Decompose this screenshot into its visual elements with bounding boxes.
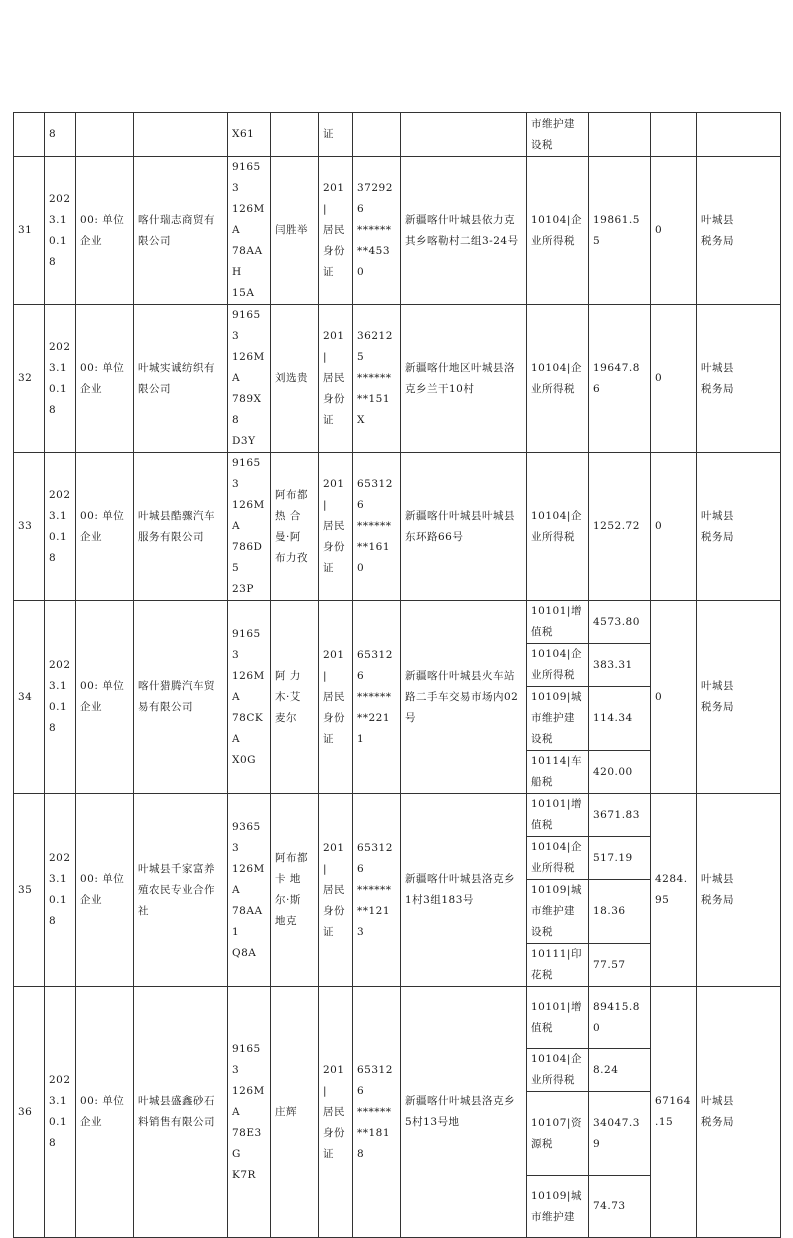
legal-person-cell-text: 刘选贵 bbox=[275, 372, 308, 384]
tax-amount-cell-text: 74.73 bbox=[593, 1200, 626, 1212]
taxpayer-type-cell-text: 00: 单位 企业 bbox=[80, 509, 125, 543]
date-cell: 8 bbox=[45, 113, 76, 157]
legal-person-cell-text: 阿布都 热 合 曼·阿 布力孜 bbox=[275, 488, 308, 564]
taxpayer-type-cell bbox=[76, 794, 134, 987]
taxpayer-name-cell-text: 叶城县酷骤汽车 服务有限公司 bbox=[138, 509, 215, 543]
tax-office-cell bbox=[697, 305, 781, 453]
table-row bbox=[14, 987, 781, 1049]
tax-amount-cell bbox=[589, 1049, 651, 1092]
legal-person-cell bbox=[271, 157, 319, 305]
taxpayer-name-cell-text: 叶城实诚纺织有 限公司 bbox=[138, 361, 215, 395]
tax-amount-cell bbox=[589, 157, 651, 305]
index-cell bbox=[14, 113, 45, 157]
tax-office-cell-text: 叶城县 税务局 bbox=[701, 509, 734, 543]
new-arrears-cell bbox=[651, 987, 697, 1238]
tax-office-cell-text: 叶城县 税务局 bbox=[701, 680, 734, 713]
id-number-cell bbox=[353, 113, 401, 157]
date-cell-text: 202 3.1 0.1 8 bbox=[49, 488, 71, 564]
credit-code-cell bbox=[228, 305, 271, 453]
tax-type-cell-text: 10104|企 业所得税 bbox=[531, 213, 582, 247]
tax-amount-cell bbox=[589, 837, 651, 880]
id-type-cell bbox=[319, 305, 353, 453]
index-cell bbox=[14, 453, 45, 601]
tax-amount-cell-text: 517.19 bbox=[593, 851, 633, 864]
new-arrears-cell-text: 0 bbox=[655, 520, 663, 532]
tax-type-cell-text: 10114|车 船税 bbox=[531, 755, 582, 788]
address-cell bbox=[401, 305, 527, 453]
tax-type-cell bbox=[527, 687, 589, 751]
tax-amount-cell-text: 383.31 bbox=[593, 658, 633, 671]
legal-person-cell bbox=[271, 305, 319, 453]
taxpayer-type-cell bbox=[76, 157, 134, 305]
taxpayer-name-cell bbox=[134, 157, 228, 305]
date-cell-text: 202 3.1 0.1 8 bbox=[49, 659, 71, 734]
tax-amount-cell bbox=[589, 751, 651, 794]
tax-type-cell-text: 10109|城 市维护建 设税 bbox=[531, 691, 582, 745]
index-cell-text: 33 bbox=[18, 520, 33, 532]
index-cell bbox=[14, 987, 45, 1238]
address-cell bbox=[401, 157, 527, 305]
id-type-cell bbox=[319, 453, 353, 601]
taxpayer-name-cell bbox=[134, 601, 228, 794]
tax-amount-cell bbox=[589, 987, 651, 1049]
date-cell bbox=[45, 794, 76, 987]
tax-amount-cell-text: 77.57 bbox=[593, 958, 626, 971]
date-cell-text: 202 3.1 0.1 8 bbox=[49, 852, 71, 927]
legal-person-cell bbox=[271, 113, 319, 157]
tax-type-cell bbox=[527, 453, 589, 601]
tax-type-cell bbox=[527, 305, 589, 453]
tax-office-cell bbox=[697, 453, 781, 601]
tax-type-cell bbox=[527, 987, 589, 1049]
tax-amount-cell bbox=[589, 1176, 651, 1238]
taxpayer-type-cell bbox=[76, 987, 134, 1238]
id-type-cell bbox=[319, 794, 353, 987]
index-cell-text: 32 bbox=[18, 372, 33, 384]
date-cell-text: 202 3.1 0.1 8 bbox=[49, 1074, 71, 1149]
tax-type-cell bbox=[527, 751, 589, 794]
new-arrears-cell-text: 0 bbox=[655, 372, 663, 384]
new-arrears-cell bbox=[651, 794, 697, 987]
tax-office-cell bbox=[697, 794, 781, 987]
taxpayer-name-cell bbox=[134, 113, 228, 157]
id-number-cell-text: 372926 ****** **4530 bbox=[357, 182, 393, 278]
tax-type-cell-text: 10104|企 业所得税 bbox=[531, 509, 582, 543]
index-cell-text: 31 bbox=[18, 224, 33, 236]
tax-amount-cell-text: 3671.83 bbox=[593, 808, 640, 821]
credit-code-cell bbox=[228, 601, 271, 794]
taxpayer-name-cell-text: 叶城县千家富养 殖农民专业合作 社 bbox=[138, 862, 215, 917]
taxpayer-type-cell bbox=[76, 601, 134, 794]
taxpayer-type-cell bbox=[76, 305, 134, 453]
id-number-cell bbox=[353, 453, 401, 601]
taxpayer-name-cell-text: 喀什瑞志商贸有 限公司 bbox=[138, 213, 215, 247]
tax-amount-cell bbox=[589, 1092, 651, 1176]
table-row bbox=[14, 157, 781, 305]
tax-type-cell bbox=[527, 1092, 589, 1176]
tax-amount-cell bbox=[589, 880, 651, 944]
credit-code-cell-text: 91653 126MA 789X8 D3Y bbox=[232, 309, 265, 447]
tax-type-cell-text: 10109|城 市维护建 设税 bbox=[531, 884, 582, 938]
credit-code-cell: X61 bbox=[228, 113, 271, 157]
date-cell bbox=[45, 305, 76, 453]
taxpayer-type-cell bbox=[76, 113, 134, 157]
tax-office-cell bbox=[697, 987, 781, 1238]
taxpayer-type-cell bbox=[76, 453, 134, 601]
tax-type-cell-text: 10111|印 花税 bbox=[531, 948, 582, 981]
tax-office-cell-text: 叶城县 税务局 bbox=[701, 213, 734, 247]
address-cell-text: 新疆喀什叶城县叶城县 东环路66号 bbox=[405, 509, 515, 543]
credit-code-cell-text: 93653 126MA 78AA1 Q8A bbox=[232, 820, 265, 959]
tax-amount-cell bbox=[589, 944, 651, 987]
table-row bbox=[14, 794, 781, 837]
taxpayer-name-cell-text: 喀什猎腾汽车贸 易有限公司 bbox=[138, 680, 215, 713]
new-arrears-cell-text: 0 bbox=[655, 690, 663, 703]
tax-amount-cell-text: 8.24 bbox=[593, 1063, 619, 1076]
id-number-cell-text: 653126 ****** **1213 bbox=[357, 841, 393, 938]
tax-amount-cell bbox=[589, 601, 651, 644]
new-arrears-cell bbox=[651, 305, 697, 453]
address-cell bbox=[401, 794, 527, 987]
legal-person-cell-text: 阿 力 木·艾 麦尔 bbox=[275, 669, 301, 724]
tax-type-cell-text: 10101|增 值税 bbox=[531, 798, 582, 831]
new-arrears-cell bbox=[651, 157, 697, 305]
address-cell-text: 新疆喀什地区叶城县洛 克乡兰干10村 bbox=[405, 361, 515, 395]
taxpayer-type-cell-text: 00: 单位 企业 bbox=[80, 1095, 125, 1128]
id-type-cell: 证 bbox=[319, 113, 353, 157]
id-type-cell bbox=[319, 987, 353, 1238]
credit-code-cell bbox=[228, 453, 271, 601]
legal-person-cell bbox=[271, 601, 319, 794]
taxpayer-name-cell-text: 叶城县盛鑫砂石 料销售有限公司 bbox=[138, 1095, 215, 1128]
taxpayer-name-cell bbox=[134, 305, 228, 453]
index-cell bbox=[14, 157, 45, 305]
date-cell-text: 202 3.1 0.1 8 bbox=[49, 340, 71, 416]
date-cell bbox=[45, 987, 76, 1238]
index-cell-text: 36 bbox=[18, 1105, 33, 1118]
id-number-cell bbox=[353, 305, 401, 453]
tax-type-cell-text: 10104|企 业所得税 bbox=[531, 1053, 582, 1086]
tax-amount-cell-text: 18.36 bbox=[593, 905, 626, 917]
new-arrears-cell-text: 4284. 95 bbox=[655, 873, 688, 906]
tax-amount-cell-text: 34047.39 bbox=[593, 1116, 640, 1150]
table-row bbox=[14, 305, 781, 453]
tax-office-cell bbox=[697, 157, 781, 305]
tax-type-cell bbox=[527, 1049, 589, 1092]
index-cell bbox=[14, 305, 45, 453]
table-row bbox=[14, 453, 781, 601]
id-type-cell-text: 201| 居民 身份 证 bbox=[323, 648, 345, 745]
id-type-cell-text: 201| 居民 身份 证 bbox=[323, 182, 345, 278]
legal-person-cell-text: 阿布都 卡 地 尔·斯 地克 bbox=[275, 852, 308, 927]
tax-amount-cell bbox=[589, 794, 651, 837]
id-type-cell-text: 201| 居民 身份 证 bbox=[323, 841, 345, 938]
tax-arrears-table bbox=[13, 112, 781, 1238]
id-number-cell bbox=[353, 987, 401, 1238]
tax-office-cell-text: 叶城县 税务局 bbox=[701, 361, 734, 395]
tax-type-cell: 市维护建 设税 bbox=[527, 113, 589, 157]
id-number-cell-text: 362125 ****** **151X bbox=[357, 330, 393, 426]
tax-amount-cell-text: 19647.86 bbox=[593, 361, 640, 395]
tax-amount-cell bbox=[589, 113, 651, 157]
id-number-cell bbox=[353, 794, 401, 987]
tax-type-cell-text: 10101|增 值税 bbox=[531, 1000, 582, 1034]
tax-type-cell bbox=[527, 794, 589, 837]
tax-type-cell-text: 10101|增 值税 bbox=[531, 605, 582, 638]
address-cell-text: 新疆喀什叶城县依力克 其乡喀勒村二组3-24号 bbox=[405, 213, 519, 247]
date-cell bbox=[45, 453, 76, 601]
date-cell bbox=[45, 157, 76, 305]
id-type-cell-text: 201| 居民 身份 证 bbox=[323, 478, 345, 574]
tax-type-cell bbox=[527, 601, 589, 644]
credit-code-cell bbox=[228, 987, 271, 1238]
legal-person-cell-text: 庄辉 bbox=[275, 1105, 297, 1118]
address-cell bbox=[401, 601, 527, 794]
tax-amount-cell bbox=[589, 305, 651, 453]
id-type-cell-text: 201| 居民 身份 证 bbox=[323, 330, 345, 426]
index-cell-text: 35 bbox=[18, 883, 33, 896]
id-number-cell-text: 653126 ****** **1610 bbox=[357, 478, 393, 574]
tax-office-cell bbox=[697, 601, 781, 794]
legal-person-cell bbox=[271, 794, 319, 987]
tax-type-cell bbox=[527, 1176, 589, 1238]
id-type-cell bbox=[319, 157, 353, 305]
table-row bbox=[14, 601, 781, 644]
credit-code-cell-text: 91653 126MA 78CKA X0G bbox=[232, 627, 265, 766]
date-cell bbox=[45, 601, 76, 794]
index-cell bbox=[14, 794, 45, 987]
new-arrears-cell bbox=[651, 453, 697, 601]
date-cell-text: 202 3.1 0.1 8 bbox=[49, 192, 71, 268]
taxpayer-name-cell bbox=[134, 453, 228, 601]
tax-office-cell-text: 叶城县 税务局 bbox=[701, 873, 734, 906]
tax-office-cell bbox=[697, 113, 781, 157]
tax-type-cell bbox=[527, 880, 589, 944]
new-arrears-cell bbox=[651, 113, 697, 157]
credit-code-cell bbox=[228, 794, 271, 987]
tax-type-cell bbox=[527, 157, 589, 305]
tax-type-cell-text: 10107|资 源税 bbox=[531, 1116, 582, 1150]
taxpayer-name-cell bbox=[134, 794, 228, 987]
address-cell-text: 新疆喀什叶城县洛克乡 5村13号地 bbox=[405, 1095, 515, 1128]
new-arrears-cell-text: 0 bbox=[655, 224, 663, 236]
legal-person-cell bbox=[271, 453, 319, 601]
index-cell bbox=[14, 601, 45, 794]
taxpayer-name-cell bbox=[134, 987, 228, 1238]
tax-amount-cell-text: 89415.80 bbox=[593, 1000, 640, 1034]
address-cell-text: 新疆喀什叶城县火车站 路二手车交易市场内02 号 bbox=[405, 669, 519, 724]
legal-person-cell-text: 闫胜举 bbox=[275, 224, 308, 236]
taxpayer-type-cell-text: 00: 单位 企业 bbox=[80, 873, 125, 906]
credit-code-cell-text: 91653 126MA 786D5 23P bbox=[232, 457, 265, 595]
tax-type-cell-text: 10104|企 业所得税 bbox=[531, 648, 582, 681]
tax-type-cell-text: 10109|城 市维护建 bbox=[531, 1189, 582, 1223]
id-type-cell bbox=[319, 601, 353, 794]
address-cell bbox=[401, 453, 527, 601]
tax-amount-cell-text: 1252.72 bbox=[593, 520, 640, 532]
tax-amount-cell-text: 420.00 bbox=[593, 765, 633, 778]
address-cell-text: 新疆喀什叶城县洛克乡 1村3组183号 bbox=[405, 873, 515, 906]
credit-code-cell-text: 91653 126MA 78E3G K7R bbox=[232, 1042, 265, 1181]
id-number-cell-text: 653126 ****** **2211 bbox=[357, 648, 393, 745]
credit-code-cell-text: 91653 126MA 78AAH 15A bbox=[232, 161, 265, 299]
taxpayer-type-cell-text: 00: 单位 企业 bbox=[80, 680, 125, 713]
credit-code-cell bbox=[228, 157, 271, 305]
new-arrears-cell bbox=[651, 601, 697, 794]
tax-amount-cell bbox=[589, 453, 651, 601]
tax-office-cell-text: 叶城县 税务局 bbox=[701, 1095, 734, 1128]
continued-row bbox=[14, 113, 781, 157]
tax-type-cell-text: 10104|企 业所得税 bbox=[531, 841, 582, 874]
tax-type-cell bbox=[527, 644, 589, 687]
tax-type-cell-text: 10104|企 业所得税 bbox=[531, 361, 582, 395]
legal-person-cell bbox=[271, 987, 319, 1238]
id-number-cell bbox=[353, 157, 401, 305]
taxpayer-type-cell-text: 00: 单位 企业 bbox=[80, 213, 125, 247]
index-cell-text: 34 bbox=[18, 690, 33, 703]
tax-type-cell bbox=[527, 944, 589, 987]
new-arrears-cell-text: 67164 .15 bbox=[655, 1095, 691, 1128]
id-number-cell bbox=[353, 601, 401, 794]
tax-amount-cell bbox=[589, 644, 651, 687]
address-cell bbox=[401, 113, 527, 157]
id-type-cell-text: 201| 居民 身份 证 bbox=[323, 1063, 345, 1160]
tax-amount-cell-text: 19861.55 bbox=[593, 213, 640, 247]
tax-amount-cell-text: 114.34 bbox=[593, 712, 633, 724]
taxpayer-type-cell-text: 00: 单位 企业 bbox=[80, 361, 125, 395]
id-number-cell-text: 653126 ****** **1818 bbox=[357, 1063, 393, 1160]
address-cell bbox=[401, 987, 527, 1238]
tax-amount-cell bbox=[589, 687, 651, 751]
tax-type-cell bbox=[527, 837, 589, 880]
tax-amount-cell-text: 4573.80 bbox=[593, 615, 640, 628]
